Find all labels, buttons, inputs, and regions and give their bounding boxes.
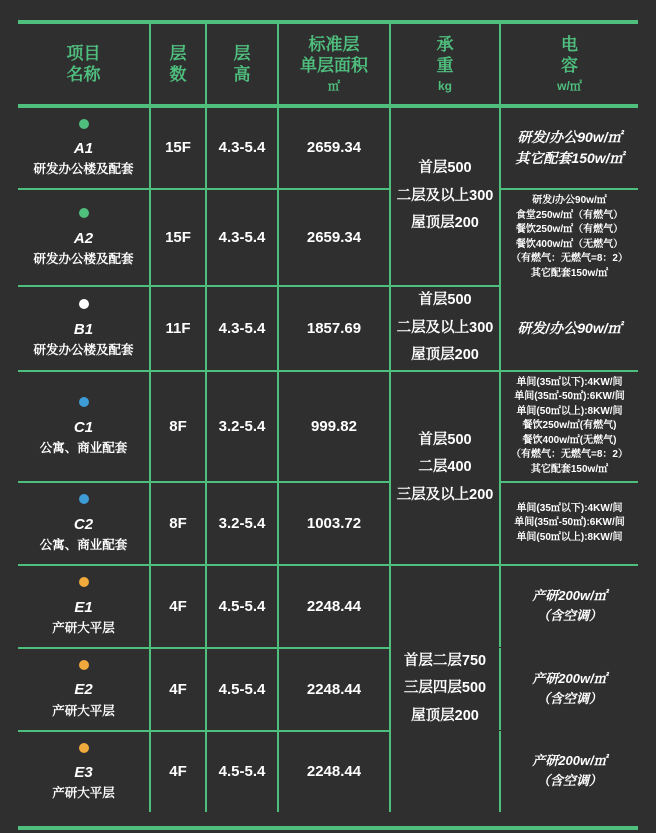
- row-height: 4.3-5.4: [206, 286, 278, 370]
- row-capacity-c2: [500, 482, 638, 564]
- row-area: 2248.44: [278, 565, 390, 647]
- load-line: 屋顶层200: [411, 707, 479, 724]
- capacity-line: 餐饮400w/㎡(无燃气): [522, 434, 617, 446]
- header-floors-line1: 层: [169, 43, 187, 63]
- row-height: 4.5-5.4: [206, 565, 278, 647]
- row-floors: 8F: [150, 371, 206, 482]
- row-code: A1: [73, 140, 94, 158]
- capacity-line: 产研200w/㎡: [532, 753, 607, 769]
- table-row: [18, 731, 638, 813]
- row-floors: 4F: [150, 565, 206, 647]
- load-line: 屋顶层200: [411, 347, 479, 364]
- capacity-line: （含空调）: [536, 773, 602, 789]
- table-row: [18, 565, 638, 647]
- row-code: E1: [74, 598, 93, 616]
- row-desc: 研发办公楼及配套: [33, 252, 134, 267]
- table-row: [18, 108, 638, 189]
- bottom-divider: [18, 826, 638, 830]
- capacity-line: 产研200w/㎡: [532, 670, 607, 686]
- capacity-line: 单间(35㎡-50㎡):6KW/间: [514, 517, 625, 529]
- load-line: 二层400: [418, 459, 472, 476]
- header-capacity-line1: 电: [561, 35, 578, 54]
- capacity-line: 研发/办公90w/㎡: [532, 195, 607, 207]
- header-floors-line2: 数: [169, 64, 187, 84]
- header-area-line1: 标准层: [308, 35, 360, 54]
- header-project-name-line1: 项目: [66, 43, 101, 63]
- header-project-name: [18, 24, 150, 104]
- row-height: 3.2-5.4: [206, 482, 278, 564]
- capacity-line: 其它配套150w/㎡: [530, 463, 609, 475]
- load-group-2: [390, 286, 500, 370]
- capacity-line: 单间(35㎡以下):4KW/间: [516, 502, 623, 514]
- row-code: C2: [73, 515, 94, 533]
- load-line: 二层及以上300: [396, 187, 494, 204]
- capacity-line: 产研200w/㎡: [532, 588, 607, 604]
- header-floor-height-line1: 层: [233, 43, 251, 63]
- row-capacity-a2: [500, 189, 638, 285]
- row-floors: 8F: [150, 482, 206, 564]
- row-capacity-e3: [500, 731, 638, 813]
- row-area: 2659.34: [278, 108, 390, 189]
- capacity-line: 食堂250w/㎡（有燃气）: [515, 209, 624, 221]
- row-name-e3: [18, 731, 150, 813]
- row-name-e1: [18, 565, 150, 647]
- row-name-a1: [18, 108, 150, 189]
- row-capacity-e1: [500, 565, 638, 647]
- table-row: [18, 482, 638, 564]
- status-dot-icon: [79, 119, 89, 129]
- building-spec-table: [18, 24, 638, 104]
- load-line: 首层二层750: [403, 652, 487, 669]
- row-desc: 产研大平层: [52, 620, 115, 635]
- row-area: 1857.69: [278, 286, 390, 370]
- row-code: B1: [73, 320, 94, 338]
- capacity-line: 研发/办公90w/㎡: [517, 128, 622, 145]
- row-area: 2659.34: [278, 189, 390, 285]
- row-code: C1: [73, 418, 94, 436]
- row-name-c2: [18, 482, 150, 564]
- capacity-line: （有燃气：无燃气=8：2）: [511, 253, 628, 265]
- status-dot-icon: [79, 397, 89, 407]
- row-height: 4.5-5.4: [206, 648, 278, 730]
- header-floors: [150, 24, 206, 104]
- row-name-b1: [18, 286, 150, 370]
- table-row: [18, 286, 638, 370]
- header-capacity: [500, 24, 638, 104]
- row-floors: 4F: [150, 648, 206, 730]
- row-floors: 15F: [150, 108, 206, 189]
- load-group-3: [390, 371, 500, 564]
- header-area-line2: 单层面积: [300, 56, 368, 76]
- capacity-line: （有燃气：无燃气=8：2）: [511, 449, 628, 461]
- load-group-4: [390, 565, 500, 812]
- row-desc: 产研大平层: [52, 703, 115, 718]
- load-line: 首层500: [418, 431, 472, 448]
- capacity-line: 餐饮400w/㎡（无燃气）: [515, 238, 624, 250]
- table-row: [18, 371, 638, 482]
- load-line: 屋顶层200: [411, 215, 479, 232]
- row-capacity-c1: [500, 371, 638, 482]
- row-code: A2: [73, 229, 94, 247]
- row-code: E2: [74, 681, 93, 699]
- capacity-line: 其它配套150w/㎡: [515, 149, 624, 166]
- row-capacity-b1: [500, 286, 638, 370]
- row-floors: 15F: [150, 189, 206, 285]
- row-desc: 产研大平层: [52, 786, 115, 801]
- status-dot-icon: [79, 494, 89, 504]
- row-name-e2: [18, 648, 150, 730]
- capacity-line: （含空调）: [536, 690, 602, 706]
- header-floor-height-line2: 高: [233, 64, 251, 84]
- header-capacity-line2: 容: [561, 56, 578, 76]
- header-load-unit: kg: [437, 78, 452, 93]
- header-area-unit: ㎡: [327, 78, 340, 93]
- load-line: 二层及以上300: [396, 319, 494, 336]
- header-floor-height: [206, 24, 278, 104]
- table-header-row: [18, 24, 638, 104]
- header-load: [390, 24, 500, 104]
- building-spec-body: [18, 108, 638, 813]
- load-line: 首层500: [418, 292, 472, 309]
- load-group-1: [390, 108, 500, 286]
- capacity-line: 餐饮250w/㎡(有燃气): [522, 420, 617, 432]
- load-line: 首层500: [418, 160, 472, 177]
- header-load-line1: 承: [436, 35, 454, 54]
- status-dot-icon: [79, 299, 89, 309]
- status-dot-icon: [79, 577, 89, 587]
- capacity-line: 单间(35㎡-50㎡):6KW/间: [514, 391, 625, 403]
- row-desc: 研发办公楼及配套: [33, 162, 134, 177]
- capacity-line: 单间(35㎡以下):4KW/间: [516, 376, 623, 388]
- row-name-c1: [18, 371, 150, 482]
- header-standard-floor-area: [278, 24, 390, 104]
- capacity-line: 其它配套150w/㎡: [530, 267, 609, 279]
- row-floors: 11F: [150, 286, 206, 370]
- header-load-line2: 重: [436, 56, 454, 76]
- row-area: 2248.44: [278, 648, 390, 730]
- capacity-line: 单间(50㎡以上):8KW/间: [516, 531, 623, 543]
- table-row: [18, 189, 638, 285]
- capacity-line: （含空调）: [536, 608, 602, 624]
- row-name-a2: [18, 189, 150, 285]
- status-dot-icon: [79, 743, 89, 753]
- row-height: 4.3-5.4: [206, 189, 278, 285]
- capacity-line: 餐饮250w/㎡（有燃气）: [515, 224, 624, 236]
- row-floors: 4F: [150, 731, 206, 813]
- row-height: 4.5-5.4: [206, 731, 278, 813]
- capacity-line: 单间(50㎡以上):8KW/间: [516, 405, 623, 417]
- status-dot-icon: [79, 208, 89, 218]
- spec-table-sheet: [0, 20, 656, 833]
- row-desc: 公寓、商业配套: [39, 441, 128, 456]
- header-project-name-line2: 名称: [66, 64, 101, 84]
- row-area: 2248.44: [278, 731, 390, 813]
- header-capacity-unit: w/㎡: [557, 78, 582, 93]
- row-height: 3.2-5.4: [206, 371, 278, 482]
- row-area: 1003.72: [278, 482, 390, 564]
- row-capacity-e2: [500, 648, 638, 730]
- table-row: [18, 648, 638, 730]
- row-capacity-a1: [500, 108, 638, 189]
- row-height: 4.3-5.4: [206, 108, 278, 189]
- capacity-line: 研发/办公90w/㎡: [517, 319, 622, 336]
- load-line: 三层及以上200: [396, 486, 494, 503]
- status-dot-icon: [79, 660, 89, 670]
- row-code: E3: [74, 764, 93, 782]
- row-desc: 公寓、商业配套: [39, 538, 128, 553]
- row-desc: 研发办公楼及配套: [33, 343, 134, 358]
- load-line: 三层四层500: [403, 680, 487, 697]
- row-area: 999.82: [278, 371, 390, 482]
